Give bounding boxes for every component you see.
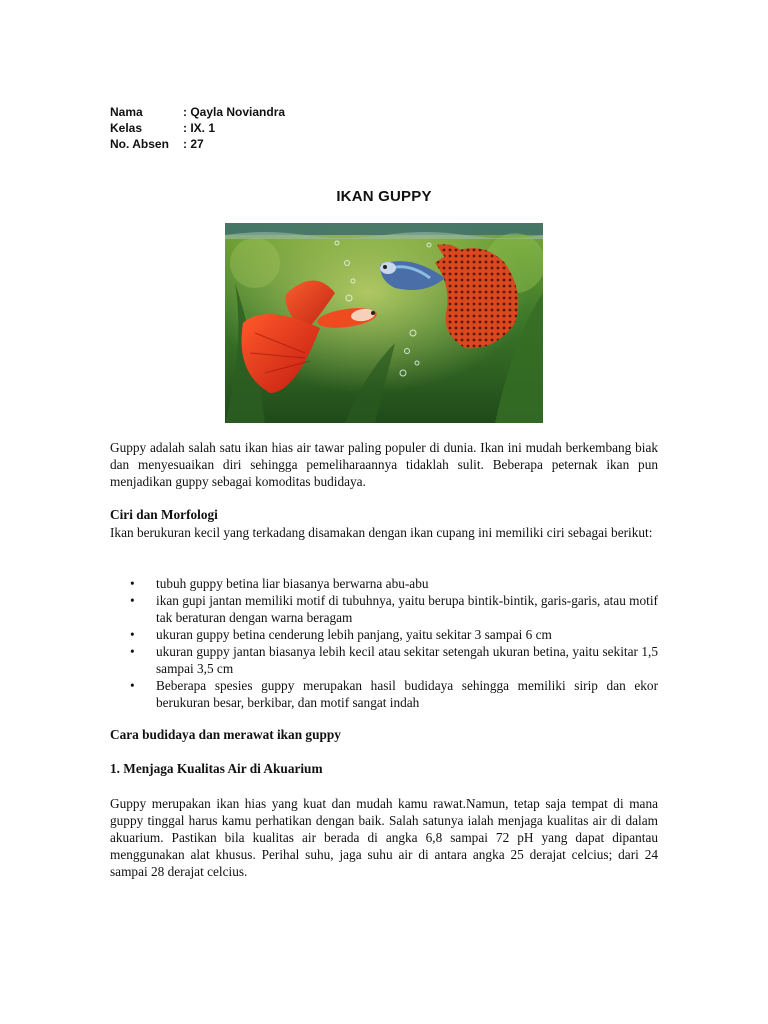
page-title: IKAN GUPPY bbox=[336, 188, 432, 205]
intro-paragraph: Guppy adalah salah satu ikan hias air tawar paling populer di dunia. Ikan ini mudah berkembang biak dan menyesuaikan diri sehingga pemeliharaannya tidaklah sulit. Beberapa peternak ikan pun menjadikan guppy sebagai komoditas budidaya. bbox=[110, 440, 658, 489]
list-item: • tubuh guppy betina liar biasanya berwarna abu-abu bbox=[130, 576, 429, 591]
list-item: • ukuran guppy jantan biasanya lebih kecil atau sekitar setengah ukuran betina, yaitu sekitar 1,5 sampai 3,5 cm bbox=[130, 644, 658, 676]
bullet-icon: • bbox=[130, 576, 135, 591]
guppy-fish-photo bbox=[225, 223, 543, 423]
ciri-list bbox=[110, 575, 658, 711]
ciri-lead: Ikan berukuran kecil yang terkadang disamakan dengan ikan cupang ini memiliki ciri sebagai berikut: bbox=[110, 525, 653, 540]
cara-heading: Cara budidaya dan merawat ikan guppy bbox=[110, 727, 341, 742]
class-row bbox=[110, 120, 285, 136]
absen-label: No. Absen bbox=[110, 137, 169, 151]
section1-body: Guppy merupakan ikan hias yang kuat dan mudah kamu rawat.Namun, tetap saja tempat di mana guppy tinggal harus kamu perhatikan dengan baik. Salah satunya ialah menjaga kualitas air di dalam akuarium. Pastikan bila kualitas air berada di angka 6,8 sampai 72 pH yang dapat dipantau menggunakan alat khusus. Perihal suhu, jaga suhu air di antara angka 25 derajat celcius; dari 24 sampai 28 derajat celcius. bbox=[110, 796, 658, 879]
absen-row bbox=[110, 136, 285, 152]
ciri-heading: Ciri dan Morfologi bbox=[110, 507, 218, 522]
bullet-icon: • bbox=[130, 678, 135, 693]
absen-value: : 27 bbox=[183, 137, 204, 151]
bullet-icon: • bbox=[130, 593, 135, 608]
name-value: : Qayla Noviandra bbox=[183, 105, 286, 119]
student-info bbox=[110, 104, 285, 152]
class-value: : IX. 1 bbox=[183, 121, 216, 135]
bullet-icon: • bbox=[130, 644, 135, 659]
list-item: • Beberapa spesies guppy merupakan hasil budidaya sehingga memiliki sirip dan ekor berukuran besar, berkibar, dan motif sangat indah bbox=[130, 678, 658, 710]
section1-heading: 1. Menjaga Kualitas Air di Akuarium bbox=[110, 761, 323, 776]
list-item: • ikan gupi jantan memiliki motif di tubuhnya, yaitu berupa bintik-bintik, garis-garis, atau motif tak beraturan dengan warna beragam bbox=[130, 593, 658, 625]
bullet-icon: • bbox=[130, 627, 135, 642]
list-item: • ukuran guppy betina cenderung lebih panjang, yaitu sekitar 3 sampai 6 cm bbox=[130, 627, 552, 642]
name-row bbox=[110, 104, 285, 120]
name-label: Nama bbox=[110, 105, 143, 119]
class-label: Kelas bbox=[110, 121, 143, 135]
